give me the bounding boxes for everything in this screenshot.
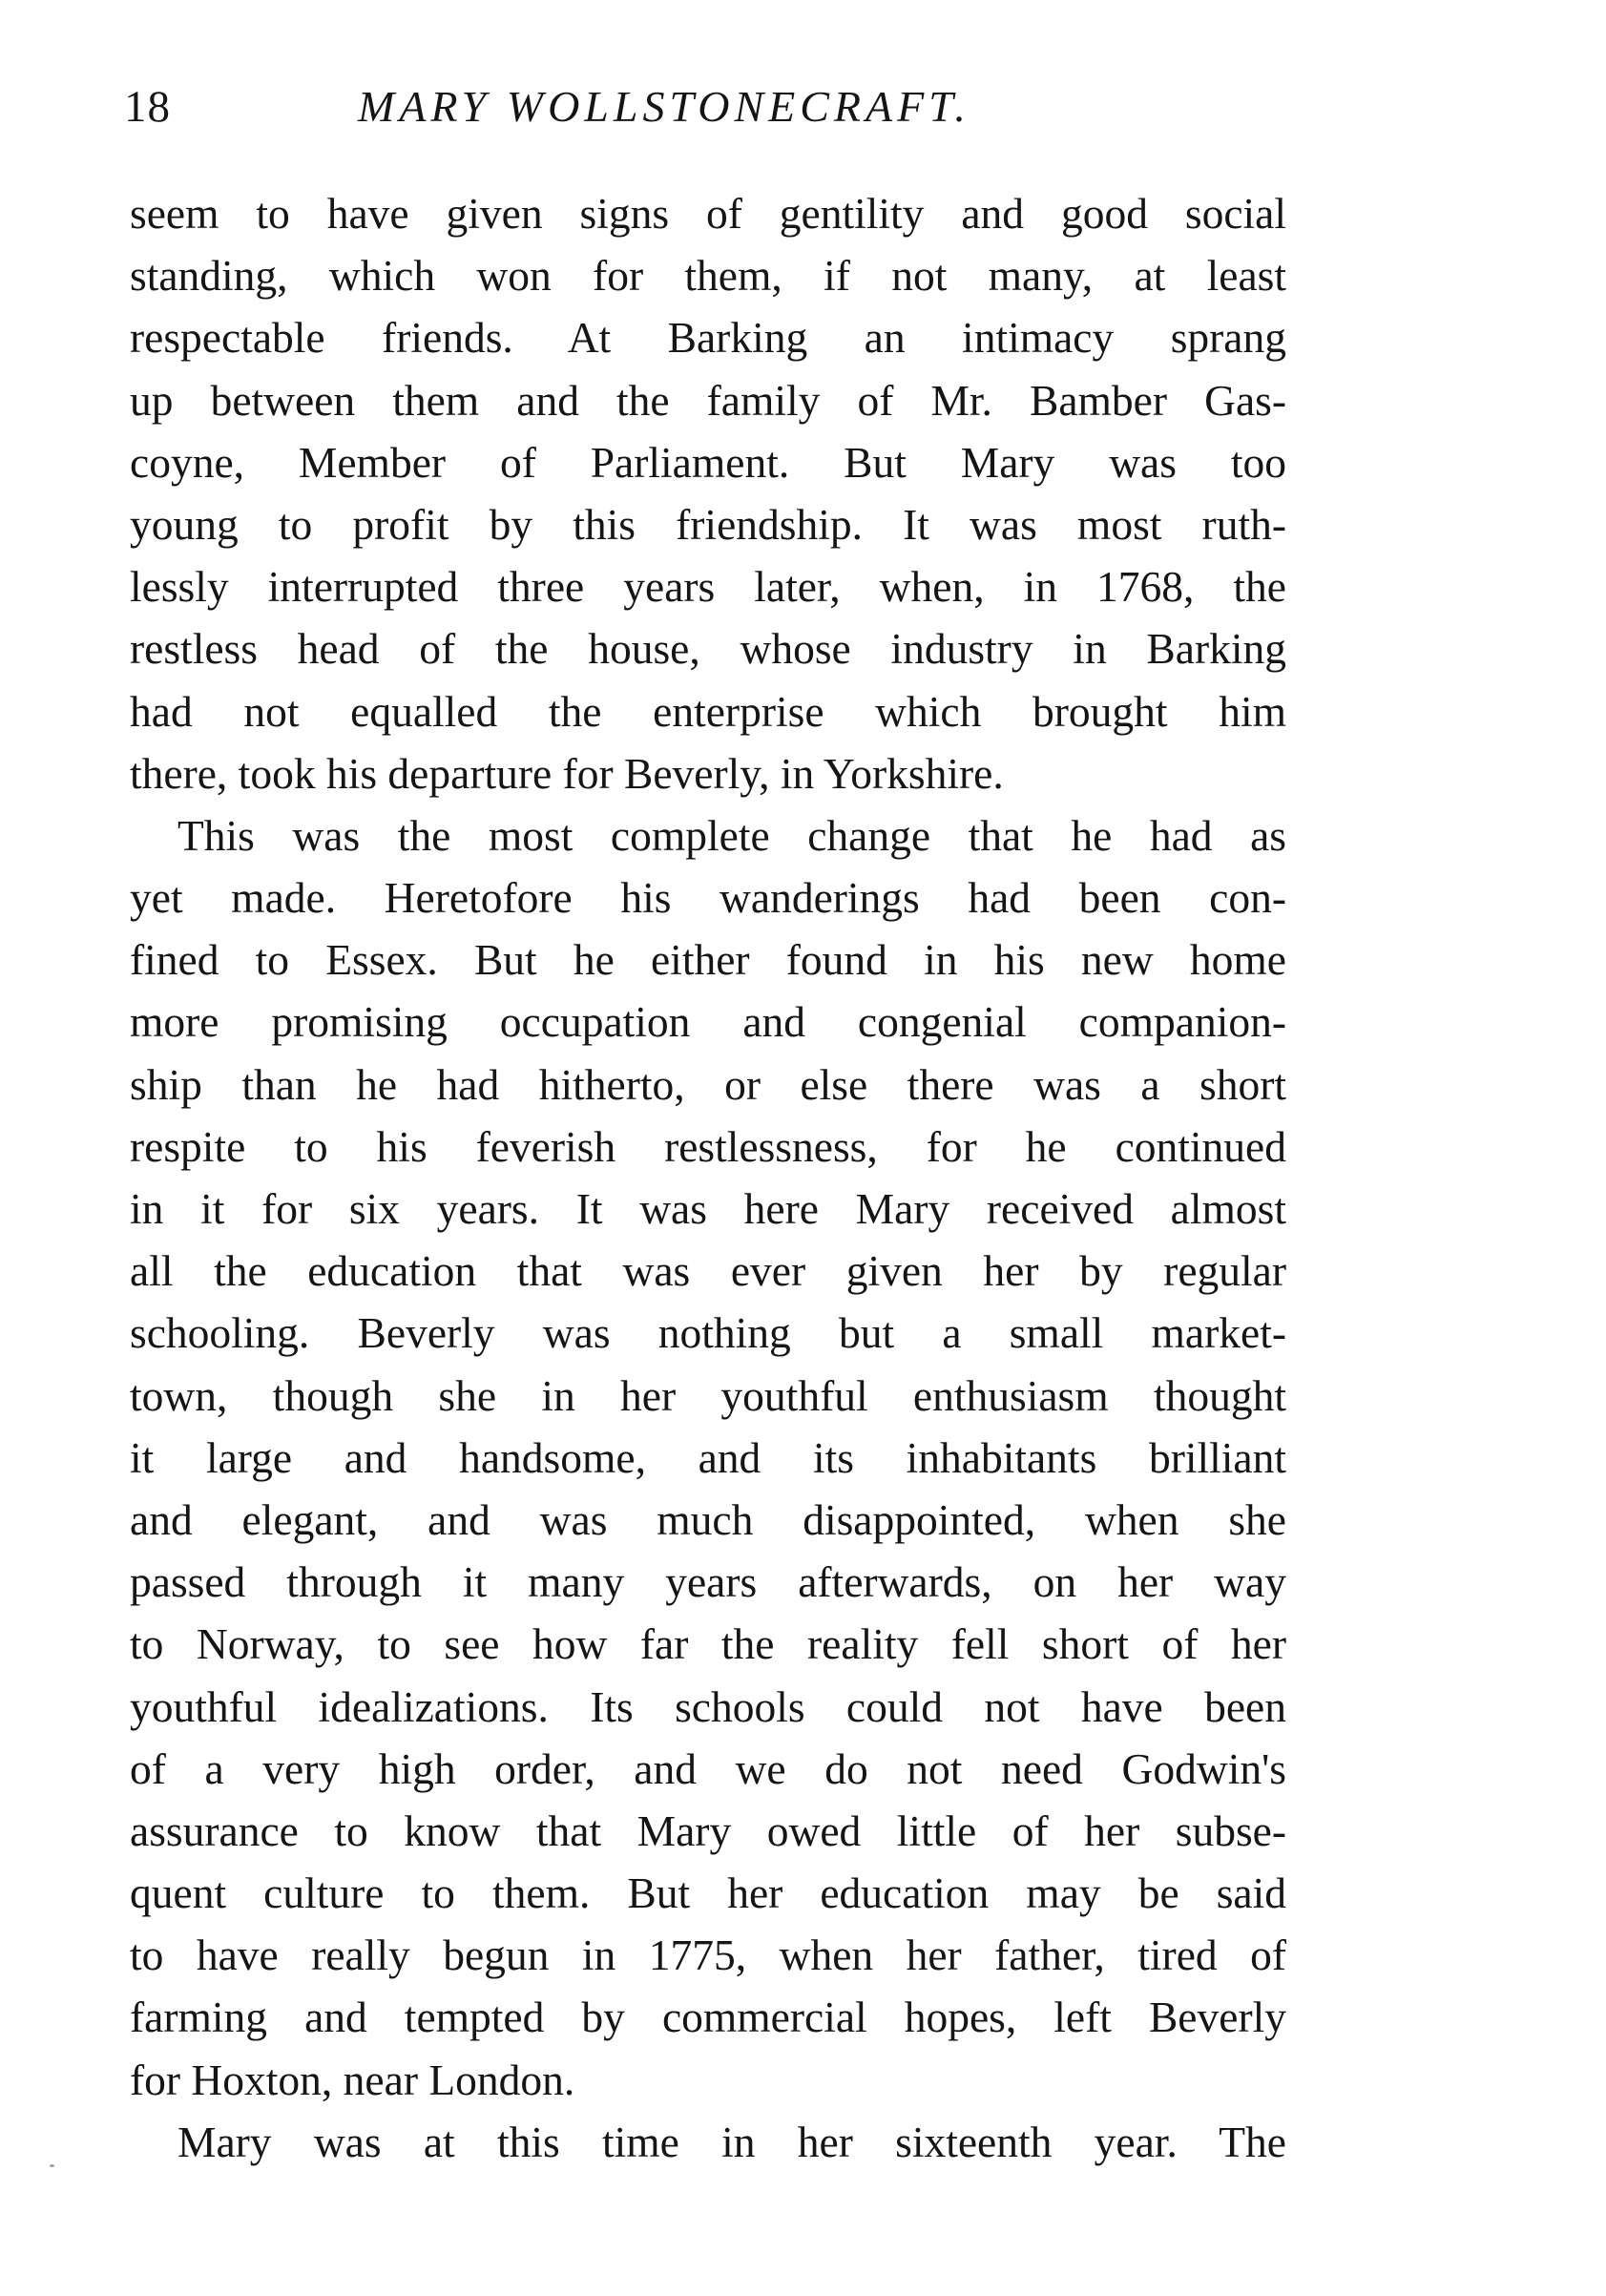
text-line: young to profit by this friendship. It was most ruth-: [130, 499, 1286, 549]
running-title: MARY WOLLSTONECRAFT.: [358, 82, 970, 131]
text-line: assurance to know that Mary owed little of her subse-: [130, 1805, 1286, 1855]
text-line: standing, which won for them, if not many, at least: [130, 251, 1286, 301]
text-line: coyne, Member of Parliament. But Mary was too: [130, 437, 1286, 487]
text-line: more promising occupation and congenial companion-: [130, 997, 1286, 1047]
text-line: This was the most complete change that he had as: [177, 810, 1286, 860]
text-line: all the education that was ever given her by regular: [130, 1246, 1286, 1296]
text-line: Mary was at this time in her sixteenth year. The: [177, 2117, 1286, 2166]
text-line: fined to Essex. But he either found in his new home: [130, 935, 1286, 985]
text-line: schooling. Beverly was nothing but a small market-: [130, 1308, 1286, 1358]
page-number: 18: [124, 82, 171, 132]
text-line: restless head of the house, whose industry in Barking: [130, 624, 1286, 674]
text-line: town, though she in her youthful enthusiasm thought: [130, 1370, 1286, 1420]
text-line: for Hoxton, near London.: [130, 2055, 575, 2104]
text-line: there, took his departure for Beverly, in Yorkshire.: [130, 748, 1004, 798]
text-line: respectable friends. At Barking an intimacy sprang: [130, 313, 1286, 363]
text-line: had not equalled the enterprise which brought him: [130, 686, 1286, 736]
text-line: of a very high order, and we do not need Godwin's: [130, 1743, 1286, 1793]
text-line: and elegant, and was much disappointed, when she: [130, 1494, 1286, 1544]
text-line: quent culture to them. But her education may be said: [130, 1868, 1286, 1918]
text-line: passed through it many years afterwards, on her way: [130, 1557, 1286, 1607]
text-line: farming and tempted by commercial hopes, left Beverly: [130, 1993, 1286, 2042]
body-text: [130, 182, 1286, 2173]
running-head: [124, 69, 1298, 145]
scan-speck: [50, 2164, 54, 2167]
text-line: ship than he had hitherto, or else there was a short: [130, 1059, 1286, 1109]
text-line: respite to his feverish restlessness, for he continued: [130, 1121, 1286, 1171]
text-line: seem to have given signs of gentility and good social: [130, 189, 1286, 238]
text-line: up between them and the family of Mr. Bamber Gas-: [130, 375, 1286, 425]
text-line: in it for six years. It was here Mary received almost: [130, 1184, 1286, 1233]
text-line: youthful idealizations. Its schools could not have been: [130, 1681, 1286, 1731]
text-line: to have really begun in 1775, when her father, tired of: [130, 1931, 1286, 1980]
text-line: to Norway, to see how far the reality fell short of her: [130, 1619, 1286, 1669]
text-line: lessly interrupted three years later, when, in 1768, the: [130, 562, 1286, 612]
text-line: yet made. Heretofore his wanderings had been con-: [130, 873, 1286, 923]
text-line: it large and handsome, and its inhabitants brilliant: [130, 1432, 1286, 1482]
